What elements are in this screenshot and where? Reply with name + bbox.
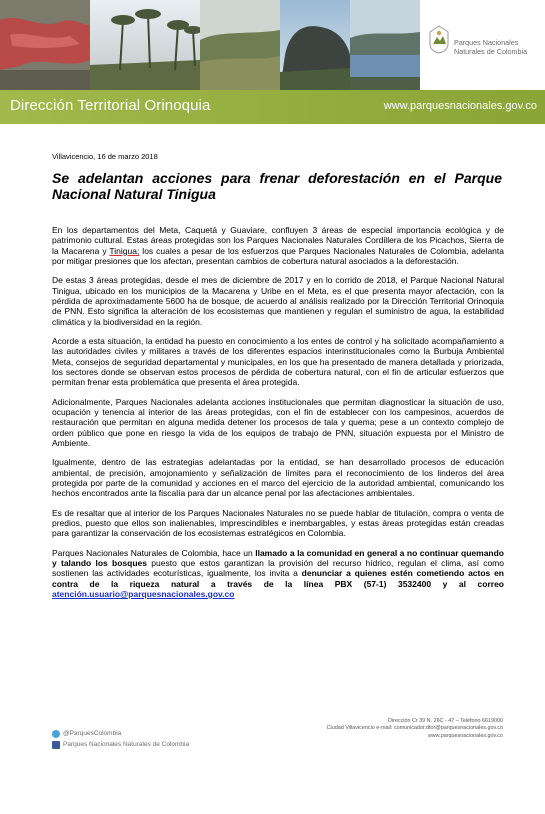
paragraph-1 bbox=[52, 225, 504, 266]
paragraph-1-underlined: Tinigua; bbox=[109, 245, 140, 256]
paragraph-2: De estas 3 áreas protegidas, desde el mes de diciembre de 2017 y en lo corrido de 2018, el Parque Nacional Natural Tinigua, ubicado en los municipios de la Macarena y Uribe en el Meta, es el que presenta mayor afectación, con la pérdida de aproximadamente 5600 ha de bosque, de acuerdo al análisis realizado por la Dirección Territorial Orinoquia de PNN. Esto significa la alteración de los ecosistemas que mantienen y regulan el suministro de agua, la estabilidad climática y la biodiversidad en la región. bbox=[52, 275, 504, 327]
paragraph-1-text-a: En los departamentos del Meta, Caquetá y Guaviare, confluyen 3 áreas de especial importancia ecológica y de patrimonio cultural. Estas áreas protegidas son los Parques Nacionales Naturales Cordillera de los Picachos, Sierra de la Macarena y bbox=[52, 225, 504, 256]
footer-social bbox=[52, 728, 189, 750]
footer-city-email: Ciudad Villavicencio e-mail: comunicador.dtor@parquesnacionales.gov.co bbox=[326, 725, 503, 732]
footer-facebook[interactable] bbox=[52, 739, 189, 750]
paragraph-7-text-c: puesto que estos garantizan la provisión del recurso hídrico, regulan el clima, así como sostienen las actividades ecoturísticas, igualmente, los invita a bbox=[52, 558, 504, 579]
twitter-icon bbox=[52, 730, 60, 738]
paragraph-7 bbox=[52, 548, 504, 599]
footer-website[interactable]: www.parquesnacionales.gov.co bbox=[427, 732, 503, 739]
facebook-page: Parques Nacionales Naturales de Colombia bbox=[63, 741, 190, 748]
org-name-line2: Naturales de Colombia bbox=[454, 47, 528, 56]
footer-contact bbox=[327, 718, 503, 740]
paragraph-7-text-a: Parques Nacionales Naturales de Colombia, hace un bbox=[52, 547, 256, 558]
letter-date: Villavicencio, 16 de marzo 2018 bbox=[52, 152, 158, 161]
directorate-name: Dirección Territorial Orinoquia bbox=[10, 97, 211, 114]
footer-twitter[interactable] bbox=[52, 728, 189, 739]
header-website: www.parquesnacionales.gov.co bbox=[383, 100, 537, 112]
facebook-icon bbox=[52, 741, 60, 749]
org-name bbox=[454, 38, 527, 56]
header-logo-area bbox=[420, 0, 545, 90]
paragraph-3: Acorde a esta situación, la entidad ha puesto en conocimiento a los entes de control y ha solicitado acompañamiento a las autoridades civiles y militares a través de los diferentes espacios interinstitucionales como la Burbuja Ambiental Meta, consejos de seguridad departamental y municipales, en los que ha presentado de manera detallada y priorizada, los sectores donde se observan estos procesos de pérdida de cobertura natural, con el fin de articular esfuerzos que permitan frenar esta problemática que presenta el área protegida. bbox=[52, 336, 504, 388]
paragraph-7-bold-a: llamado a la comunidad en general a no continuar quemando y talando los bosques bbox=[52, 547, 504, 569]
paragraph-7-bold-d: denunciar a quienes estén cometiendo actos en contra de la riqueza natural a través de la línea PBX (57-1) 3532400 y al correo bbox=[52, 568, 504, 589]
paragraph-4: Adicionalmente, Parques Nacionales adelanta acciones institucionales que permitan diagnosticar la situación de uso, ocupación y tenencia al interior de las áreas protegidas, con el fin de establecer con los campesinos, acuerdos de restauración que permitan en alguna medida detener los procesos de tala y quema; pese a un contexto complejo de orden público que pone en riesgo la vida de los equipos de trabajo de PNN, situación expuesta por el Ministro de Ambiente. bbox=[52, 396, 504, 448]
paragraph-1-text-b: los cuales a pesar de los esfuerzos que Parques Nacionales Naturales de Colombia, adelanta por mitigar presiones que los afectan, presentan cambios de cobertura natural asociados a la deforestación. bbox=[52, 245, 504, 266]
org-name-line1: Parques Nacionales bbox=[454, 38, 519, 47]
twitter-handle: @ParquesColombia bbox=[63, 730, 122, 737]
letter-title: Se adelantan acciones para frenar deforestación en el Parque Nacional Natural Tinigua bbox=[52, 170, 502, 202]
contact-email-link[interactable]: atención.usuario@parquesnacionales.gov.co bbox=[52, 589, 235, 600]
parques-logo-icon bbox=[428, 24, 450, 54]
paragraph-5: Igualmente, dentro de las estrategias adelantadas por la entidad, se han desarrollado procesos de educación ambiental, de precisión, amojonamiento y señalización de límites para el reconocimiento de los linderos del área protegida por parte de la comunidad y acciones en el marco del ejercicio de la autoridad ambiental, comunicando los hechos encontrados ante la fiscalía para dar un alcance penal por las afectaciones ambientales. bbox=[52, 457, 504, 499]
header-photo-collage bbox=[0, 0, 420, 90]
footer-address: Dirección Cr 39 N. 26C - 47 – Teléfono 6619000 bbox=[388, 718, 503, 724]
letter-body bbox=[52, 225, 504, 609]
paragraph-6: Es de resaltar que al interior de los Parques Nacionales Naturales no se puede hablar de titulación, compra o venta de predios, puesto que ellos son inalienables, imprescindibles e inembargables, y estas áreas protegidas están creadas para garantizar la conservación de los ecosistemas estratégicos en Colombia. bbox=[52, 507, 504, 539]
